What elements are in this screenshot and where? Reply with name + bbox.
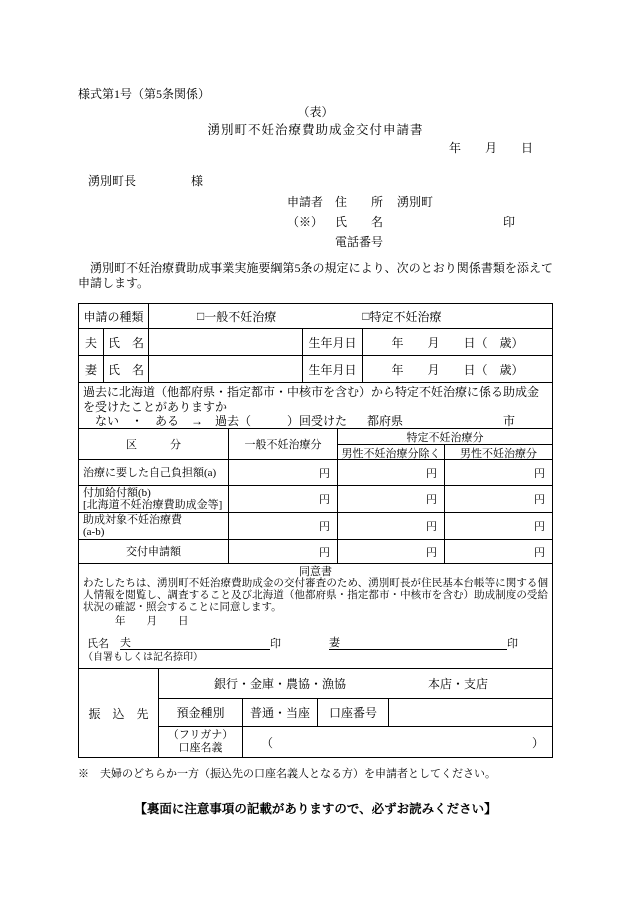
amount-field-general[interactable] [229, 486, 338, 512]
general-column-header: 一般不妊治療分 [229, 429, 338, 459]
application-type-options [149, 304, 552, 328]
option-general-infertility[interactable]: □ 一般不妊治療 [197, 308, 277, 324]
bank-row [159, 669, 552, 699]
applicant-address-row [287, 192, 553, 212]
consent-title: 同意書 [299, 566, 332, 578]
yen-unit: 円 [319, 494, 330, 506]
addressee-name: 湧別町長 [88, 174, 137, 188]
amount-field-specific-male[interactable] [445, 460, 552, 485]
amount-field-specific-ex[interactable] [338, 460, 445, 485]
checkbox-general-icon: □ [197, 308, 205, 323]
specific-column-group [338, 429, 552, 459]
yen-unit: 円 [426, 521, 437, 533]
subsidy-history-section [79, 383, 552, 429]
form-number: 様式第1号（第5条関係） [78, 87, 211, 101]
signature-note: （自署もしくは記名捺印） [83, 652, 203, 663]
option-specific-infertility[interactable]: □ 特定不妊治療 [362, 308, 442, 324]
bank-transfer-section [79, 669, 552, 757]
applicant-note-label: （※） [287, 215, 324, 229]
amount-field-specific-ex[interactable] [338, 486, 445, 512]
yen-unit: 円 [319, 467, 330, 480]
prefecture-field[interactable]: 都府県 [367, 414, 404, 428]
yen-unit: 円 [426, 546, 437, 559]
applicant-label: 申請者 [287, 195, 324, 209]
account-name-field[interactable]: （ ） [261, 735, 544, 750]
yen-unit: 円 [534, 521, 545, 533]
addressee-line [88, 172, 203, 189]
signature-name-label: 氏名 [87, 638, 109, 650]
wife-role-label: 妻 [79, 356, 104, 382]
amount-field-general[interactable] [229, 460, 338, 485]
eligible-cost-row [79, 513, 552, 540]
wife-row [79, 356, 552, 383]
yen-unit: 円 [534, 546, 545, 559]
amount-field-specific-male[interactable] [445, 540, 552, 563]
history-answer-row [83, 414, 548, 429]
back-side-notice: 【裏面に注意事項の記載がありますので、必ずお読みください】 [134, 802, 497, 816]
applicant-phone-row [287, 232, 553, 252]
yen-unit: 円 [319, 521, 330, 533]
husband-seal-mark[interactable]: 印 [270, 638, 281, 650]
address-value[interactable]: 湧別町 [397, 195, 434, 209]
consent-signature-row [83, 637, 548, 650]
phone-label[interactable]: 電話番号 [335, 235, 384, 249]
husband-dob-label: 生年月日 [303, 329, 363, 355]
specific-excl-male-header: 男性不妊治療分除く [338, 445, 445, 461]
additional-benefit-row [79, 486, 552, 513]
wife-name-field[interactable] [149, 356, 303, 382]
row-label: 助成対象不妊治療費 (a-b) [79, 513, 229, 539]
wife-signature-line[interactable]: 妻 [329, 637, 507, 650]
page-title: 湧別町不妊治療費助成金交付申請書 [207, 123, 424, 137]
yen-unit: 円 [426, 467, 437, 480]
consent-body: わたしたちは、湧別町不妊治療費助成金の交付審査のため、湧別町長が住民基本台帳等に関する個人情報を閲覧し、調査すること及び北海道（他都府県・指定都市・中核市を含む）助成制度の受給状況の確認・照会することに同意します。 [83, 578, 548, 613]
wife-dob-label: 生年月日 [303, 356, 363, 382]
row-label: 交付申請額 [79, 540, 229, 563]
application-table [78, 303, 553, 758]
row-label: 付加給付額(b) [北海道不妊治療費助成金等] [79, 486, 229, 512]
specific-male-header: 男性不妊治療分 [460, 448, 537, 460]
yen-unit: 円 [534, 467, 545, 480]
wife-dob-field[interactable]: 年 月 日（ 歳） [391, 362, 524, 377]
yen-unit: 円 [426, 494, 437, 506]
addressee-honorific: 様 [191, 174, 204, 188]
wife-seal-mark[interactable]: 印 [507, 638, 518, 650]
consent-date-field[interactable]: 年 月 日 [115, 616, 189, 627]
amount-field-specific-male[interactable] [445, 513, 552, 539]
husband-signature-line[interactable]: 夫 [120, 637, 270, 650]
account-name-label: （フリガナ） 口座名義 [159, 727, 243, 757]
husband-role-label: 夫 [79, 329, 104, 355]
side-label: （表） [297, 105, 334, 119]
applicant-block [287, 192, 553, 252]
amount-field-general[interactable] [229, 513, 338, 539]
furigana-label: （フリガナ） [167, 729, 234, 741]
amount-table-header [79, 429, 552, 460]
amount-field-specific-ex[interactable] [338, 540, 445, 563]
consent-section [79, 564, 552, 669]
husband-row [79, 329, 552, 356]
applicant-name-row [287, 212, 553, 232]
intro-paragraph: 湧別町不妊治療費助成事業実施要綱第5条の規定により、次のとおり関係書類を添えて申請します。 [78, 261, 553, 290]
applicant-seal-mark[interactable]: 印 [503, 215, 516, 229]
checkbox-specific-icon: □ [362, 308, 370, 323]
history-question: 過去に北海道（他都府県・指定都市・中核市を含む）から特定不妊治療に係る助成金を受けたことがありますか [83, 385, 540, 414]
transfer-label: 振 込 先 [79, 669, 159, 757]
account-number-label: 口座番号 [318, 699, 389, 726]
yen-unit: 円 [319, 546, 330, 559]
husband-name-field[interactable] [149, 329, 303, 355]
branch-type-options[interactable]: 本店・支店 [428, 677, 489, 691]
application-type-label: 申請の種類 [79, 304, 149, 328]
account-name-row [159, 727, 552, 757]
deposit-type-label: 預金種別 [159, 699, 243, 726]
husband-dob-field[interactable]: 年 月 日（ 歳） [391, 335, 524, 350]
account-number-field[interactable] [389, 699, 552, 726]
applicant-footnote: ※ 夫婦のどちらか一方（振込先の口座名義人となる方）を申請者としてください。 [78, 768, 496, 780]
city-field[interactable]: 市 [503, 414, 516, 428]
bank-type-options[interactable]: 銀行・金庫・農協・漁協 [214, 677, 347, 691]
history-answer-options[interactable]: ない ・ ある → 過去（ ）回受けた [83, 414, 348, 428]
husband-name-label: 氏 名 [104, 329, 149, 355]
application-type-row [79, 304, 552, 329]
self-payment-row [79, 460, 552, 486]
application-date-field[interactable]: 年 月 日 [448, 141, 533, 155]
specific-column-header: 特定不妊治療分 [338, 429, 552, 445]
requested-amount-row [79, 540, 552, 564]
name-label[interactable]: 氏 名 [335, 215, 384, 229]
category-column-header: 区 分 [79, 429, 229, 459]
amount-field-general[interactable] [229, 540, 338, 563]
wife-name-label: 氏 名 [104, 356, 149, 382]
yen-unit: 円 [534, 494, 545, 506]
amount-field-specific-male[interactable] [445, 486, 552, 512]
deposit-type-options[interactable]: 普通・当座 [243, 699, 318, 726]
deposit-row [159, 699, 552, 727]
row-label: 治療に要した自己負担額(a) [79, 460, 229, 485]
amount-field-specific-ex[interactable] [338, 513, 445, 539]
address-label: 住 所 [335, 195, 384, 209]
